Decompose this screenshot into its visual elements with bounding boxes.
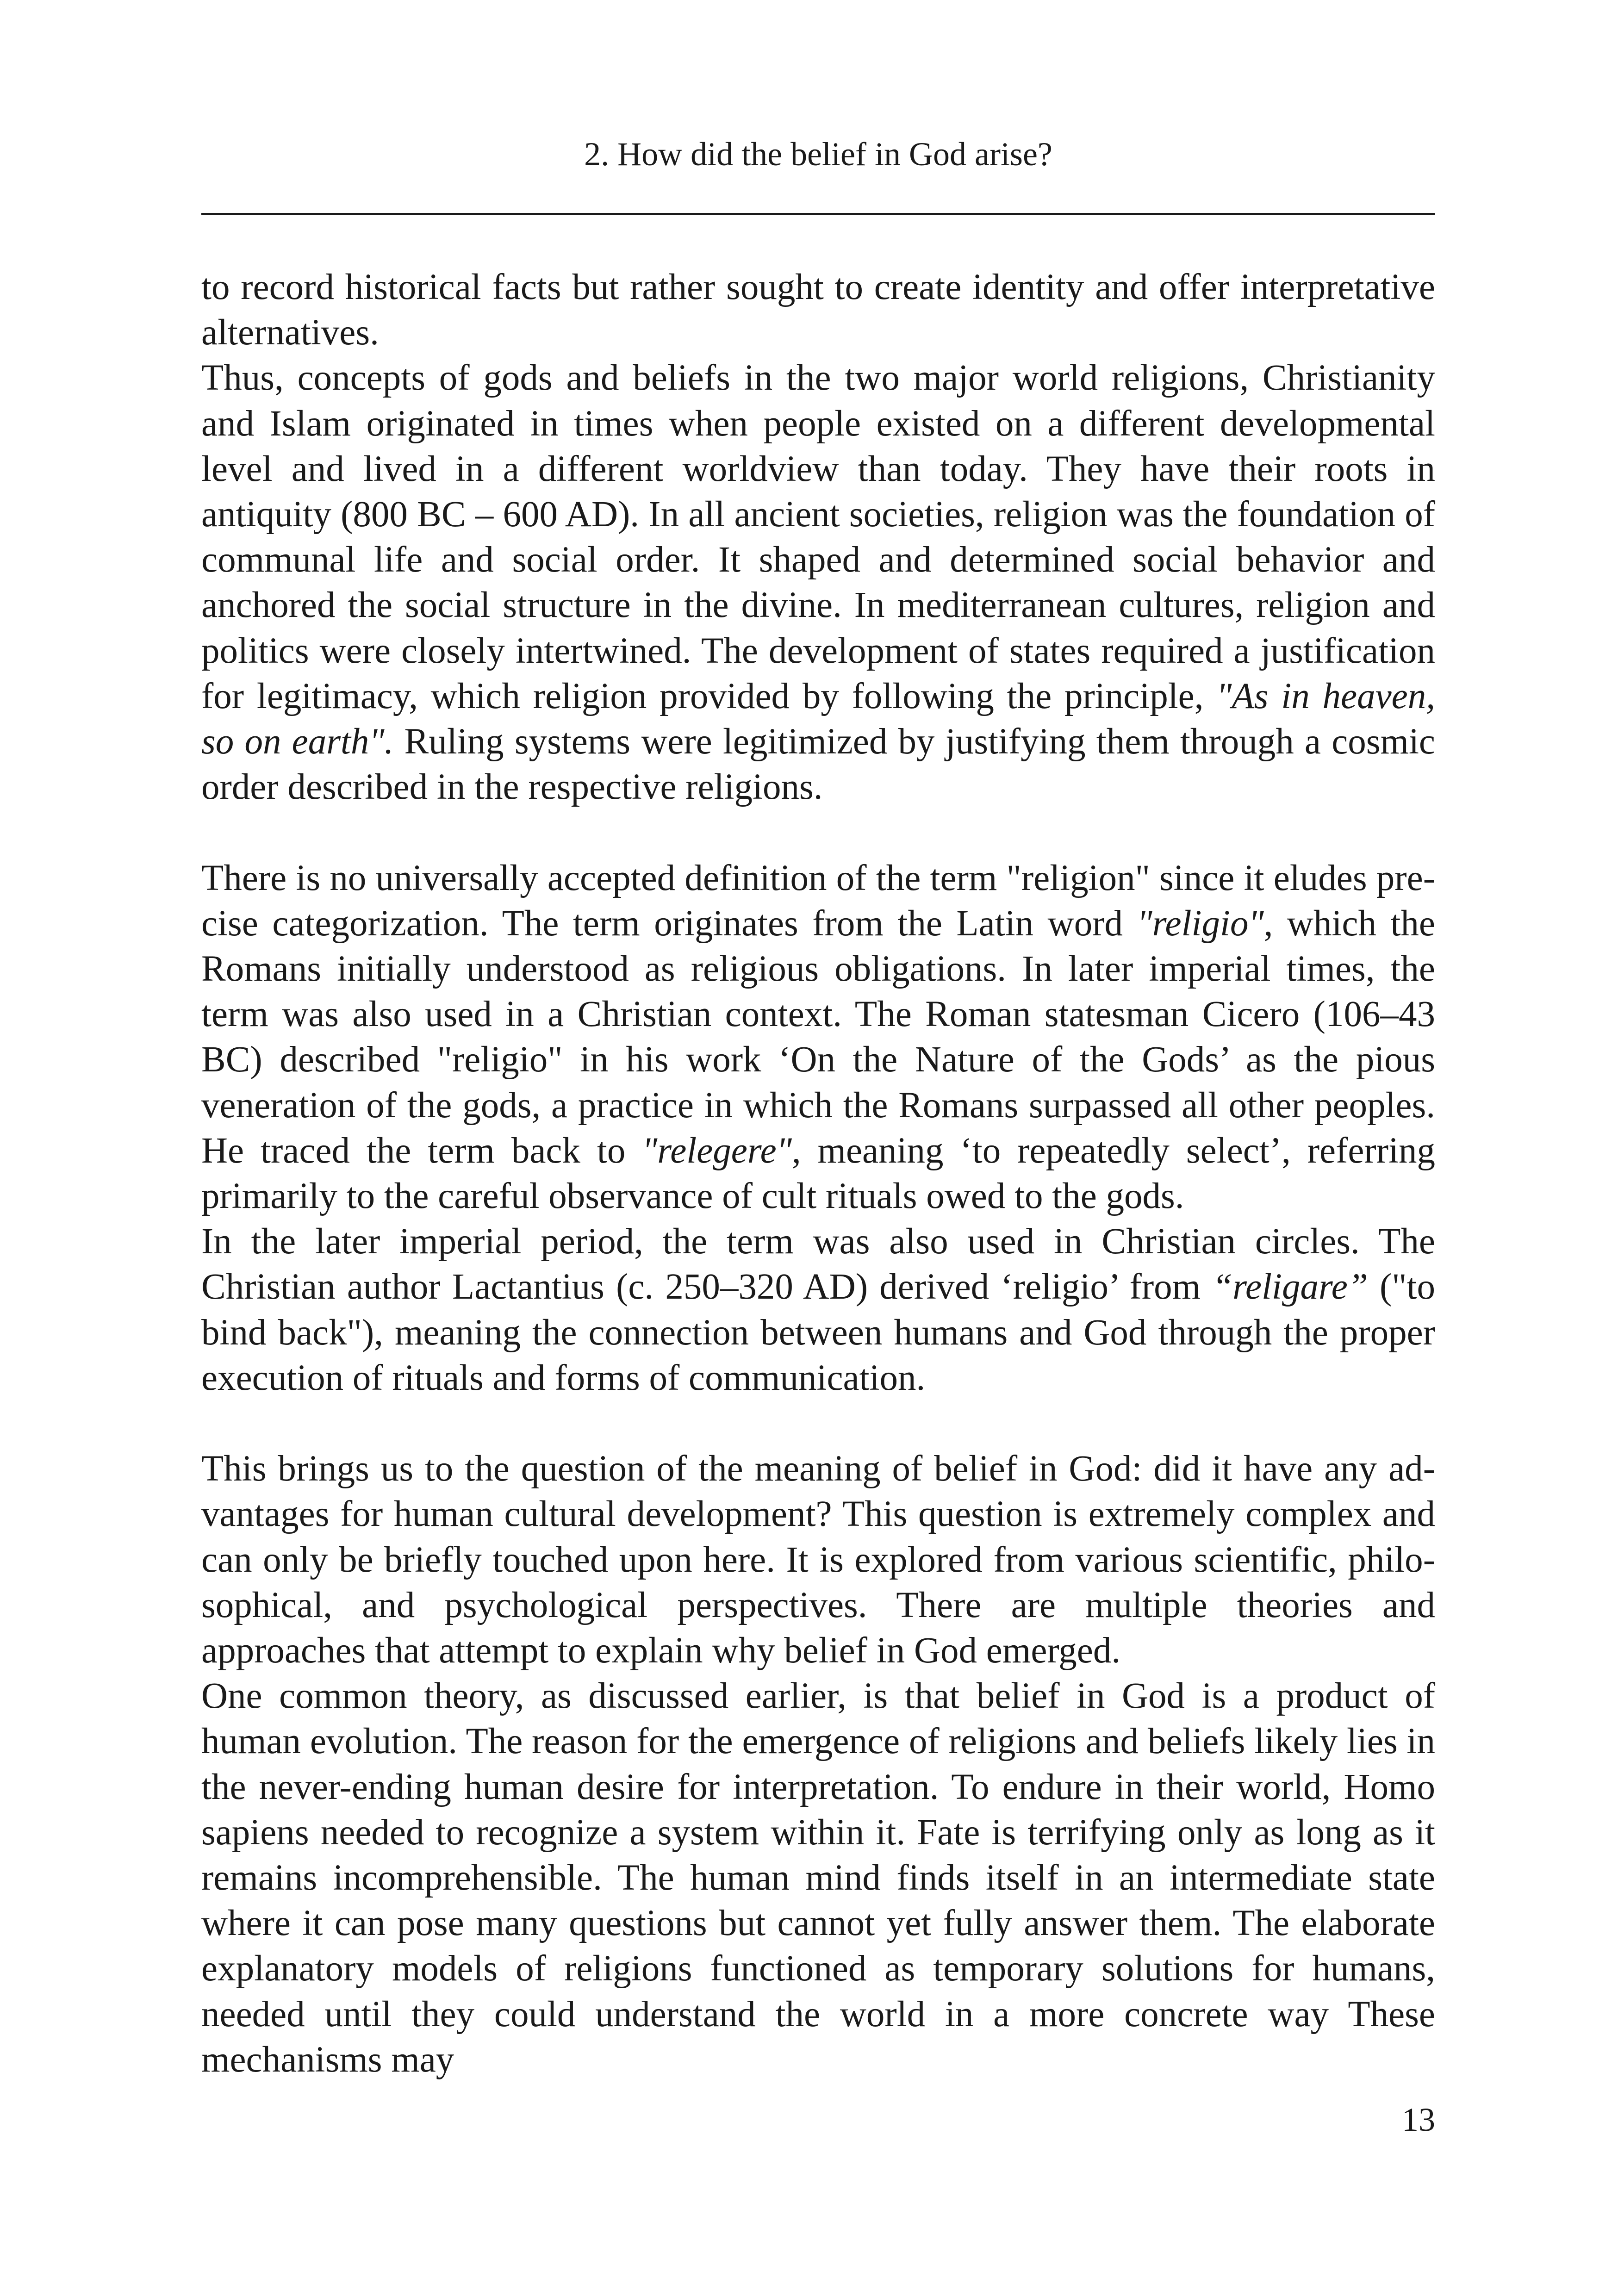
text-run: Ruling systems were legitimized by justifying them through a cosmic order described in the respective religions. — [201, 722, 1435, 808]
italic-term-religare: “religare” — [1212, 1267, 1368, 1307]
italic-term-religio: "religio" — [1137, 903, 1264, 944]
text-run: There is no universally accepted definition of the term "religion" since it eludes precise categorization. The term originates from the Latin word — [201, 858, 1435, 944]
body-text — [201, 265, 1435, 2083]
page-number: 13 — [1402, 2101, 1435, 2138]
paragraph-5 — [201, 1446, 1435, 1674]
text-run: One common theory, as discussed earlier, is that belief in God is a product of human evolution. The reason for the emergence of religions and beliefs likely lies in the never-ending human desire for interpretation. To endure in their world, Homo sapiens needed to recognize a system within it. Fate is terrifying only as long as it remains incomprehensible. The human mind finds itself in an intermediate state where it can pose many questions but cannot yet fully answer them. The elaborate explanatory models of religions functioned as temporary solutions for humans, needed until they could understand the world in a more concrete way These mechanisms may — [201, 1676, 1435, 2080]
text-run: In the later imperial period, the term was also used in Christian circles. The Christian author Lactantius (c. 250–320 AD) derived ‘religio’ from — [201, 1221, 1435, 1307]
text-run: This brings us to the question of the meaning of belief in God: did it have any advantages for human cultural development? This question is extremely complex and can only be briefly touched upon here. It is explored from various scientific, philosophical, and psychological perspectives. There are multiple theories and approaches that attempt to explain why belief in God emerged. — [201, 1449, 1435, 1671]
italic-quote: "As in heaven, so on earth". — [201, 676, 1435, 762]
paragraph-1 — [201, 265, 1435, 355]
paragraph-4 — [201, 1219, 1435, 1401]
running-header: 2. How did the belief in God arise? — [584, 136, 1052, 173]
text-run: , which the Romans initially understood as religious obligations. In later imperial times, the term was also used in a Christian context. The Roman statesman Cicero (106–43 BC) described "religio" in his work ‘On the Nature of the Gods’ as the pious veneration of the gods, a practice in which the Romans surpassed all other peoples. He traced the term back to — [201, 903, 1435, 1171]
paragraph-2 — [201, 355, 1435, 810]
text-run: ("to bind back"), meaning the connection between humans and God through the proper execution of rituals and forms of communication. — [201, 1267, 1435, 1398]
text-run: , meaning ‘to repeatedly select’, referring primarily to the careful observance of cult rituals owed to the gods. — [201, 1130, 1436, 1217]
header-divider — [201, 213, 1435, 215]
paragraph-3 — [201, 856, 1435, 1220]
italic-term-relegere: "relegere" — [642, 1130, 792, 1171]
paragraph-6 — [201, 1674, 1435, 2083]
text-run: to record historical facts but rather sought to create identity and offer interpretative alternatives. — [201, 267, 1435, 353]
text-run: Thus, concepts of gods and beliefs in the two major world religions, Christianity and Islam originated in times when people existed on a different developmental level and lived in a different worldview than today. They have their roots in antiquity (800 BC – 600 AD). In all ancient societies, religion was the foundation of communal life and social order. It shaped and determined social behavior and anchored the social structure in the divine. In mediterranean cultures, religion and politics were closely intertwined. The development of states required a justification for legitimacy, which religion provided by following the principle, — [201, 358, 1435, 716]
